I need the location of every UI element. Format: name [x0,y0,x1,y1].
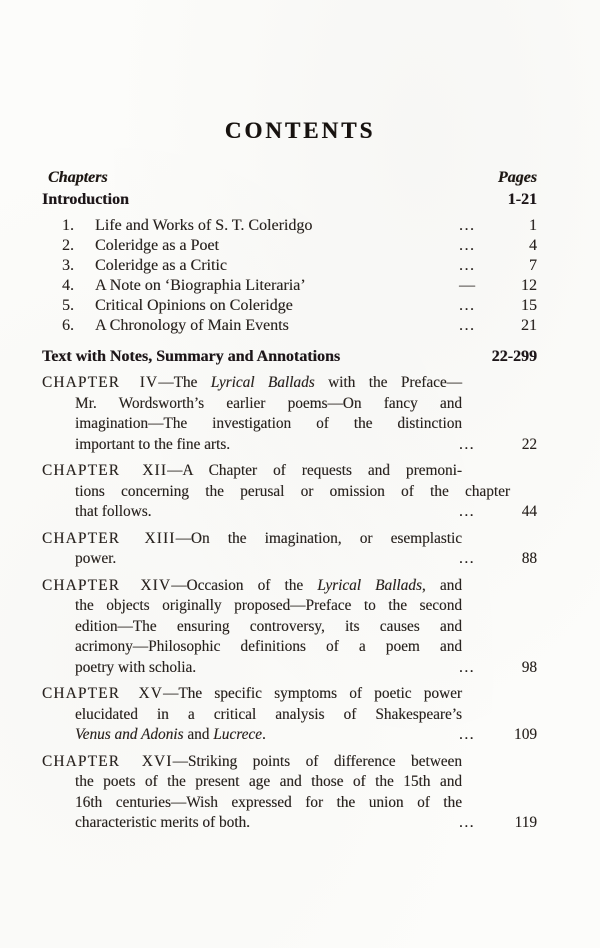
dot-leader: ... [459,658,475,676]
chapter-line: edition—The ensuring controversy, its causes and [75,617,462,635]
item-tail [459,236,537,256]
chapter-text: important to the fine arts. [75,435,231,453]
item-tail [459,435,537,456]
introduction-heading: Introduction [42,191,129,208]
section-heading: Text with Notes, Summary and Annotations [42,348,341,365]
chapter-line [42,752,462,773]
item-tail [459,316,537,336]
chapter-line: tions concerning the perusal or omission of the chapter [75,482,510,500]
page-number: 109 [514,726,537,743]
chapter-last-line [42,502,537,523]
item-tail [459,276,537,296]
item-number: 2. [62,237,74,254]
item-tail [459,216,537,236]
column-headers [42,168,537,188]
chapter-line [42,529,462,550]
chapter-text: —On the imagination, or esemplastic [175,529,462,547]
toc-chapter-entry [42,529,537,570]
chapter-text: , and [421,576,462,594]
page-number: 119 [514,814,537,831]
item-tail [459,658,537,679]
section-page-range: 22-299 [491,348,537,365]
chapter-text: —Occasion of the [171,576,318,594]
chapter-text: with the Preface— [314,374,462,391]
dash-leader: — [459,277,477,294]
toc-item [42,296,537,316]
dot-leader: ... [459,297,476,314]
chapter-line [42,461,462,482]
item-number: 1. [62,217,74,234]
item-title: A Chronology of Main Events [95,317,289,334]
chapter-line: 16th centuries—Wish expressed for the union of the [75,793,462,811]
page-number: 12 [521,277,537,294]
page-number: 21 [521,317,537,334]
page-number: 98 [521,658,537,676]
chapter-line: Mr. Wordsworth’s earlier poems—On fancy and [75,394,462,412]
item-title: Critical Opinions on Coleridge [95,297,293,314]
chapter-line [42,576,462,597]
chapter-last-line [42,549,537,570]
page-number: 7 [529,257,537,274]
chapter-text: and [183,726,214,743]
chapter-label: CHAPTER XIII [42,529,176,547]
item-tail [459,813,537,834]
chapter-text: characteristic merits of both. [75,814,250,831]
chapter-text: —The specific symptoms of poetic power [163,685,462,702]
toc-chapter-entry [42,684,537,746]
chapter-text [42,725,266,746]
toc-item [42,316,537,336]
toc-chapter-entry [42,752,537,834]
chapter-line: acrimony—Philosophic definitions of a poem and [75,638,462,655]
toc-chapter-entry [42,461,537,523]
dot-leader: ... [459,237,476,254]
chapter-label: CHAPTER XII [42,462,168,479]
toc-chapter-entry [42,576,537,679]
toc-content [0,168,600,834]
chapter-last-line [42,658,537,679]
page-title: CONTENTS [224,118,376,143]
dot-leader: ... [459,503,475,520]
toc-item [42,236,537,256]
chapter-line: the poets of the present age and those of the 15th and [75,773,462,790]
chapter-line [42,684,462,705]
chapter-text: —Striking points of difference between [172,752,462,770]
book-title-italic: Lucrece [213,726,262,743]
chapter-label: CHAPTER XIV [42,576,172,594]
page-number: 4 [529,237,537,254]
chapter-text: . [261,726,266,743]
item-title: A Note on ‘Biographia Literaria’ [95,277,306,294]
chapter-last-line [42,813,537,834]
toc-item [42,256,537,276]
item-number: 6. [62,317,74,334]
toc-chapter-entry [42,373,537,455]
chapter-text: power. [75,550,117,567]
item-number: 4. [62,277,74,294]
chapter-line: elucidated in a critical analysis of Shakespeare’s [75,705,462,723]
chapter-label: CHAPTER XVI [42,752,173,770]
dot-leader: ... [459,257,476,274]
item-title: Coleridge as a Poet [95,237,219,254]
item-tail [459,502,537,523]
chapter-line: the objects originally proposed—Preface to the second [75,597,462,614]
introduction-items [42,216,537,336]
chapter-last-line [42,435,537,456]
pages-column-header: Pages [497,169,537,186]
introduction-page-range: 1-21 [507,191,537,208]
item-tail [459,256,537,276]
dot-leader: ... [459,814,475,831]
chapters-column-header: Chapters [48,169,108,186]
chapter-last-line [42,725,537,746]
item-number: 5. [62,297,74,314]
item-tail [459,725,537,746]
chapter-text: poetry with scholia. [75,658,197,676]
item-title: Life and Works of S. T. Coleridgo [95,217,313,234]
section-heading-row [42,347,537,367]
book-title-italic: Venus and Adonis [75,726,184,743]
dot-leader: ... [459,317,476,334]
toc-item [42,276,537,296]
dot-leader: ... [459,726,475,743]
chapter-text: —The [158,374,211,391]
item-tail [459,296,537,316]
page-number: 1 [529,217,537,234]
introduction-heading-row [42,190,537,210]
item-number: 3. [62,257,74,274]
chapter-line [42,373,462,394]
chapter-label: CHAPTER XV [42,685,164,702]
toc-item [42,216,537,236]
chapter-line: imagination—The investigation of the distinction [75,415,462,432]
dot-leader: ... [459,435,475,453]
dot-leader: ... [459,550,475,567]
dot-leader: ... [459,217,476,234]
chapter-text: that follows. [75,503,152,520]
chapter-text: —A Chapter of requests and premoni- [167,462,462,479]
item-tail [459,549,537,570]
chapter-label: CHAPTER IV [42,374,159,391]
page-number: 22 [521,435,537,453]
page-number: 88 [521,550,537,567]
page-number: 44 [521,503,537,520]
page-number: 15 [521,297,537,314]
book-title-italic: Lyrical Ballads [317,576,422,594]
item-title: Coleridge as a Critic [95,257,227,274]
book-title-italic: Lyrical Ballads [210,374,315,391]
